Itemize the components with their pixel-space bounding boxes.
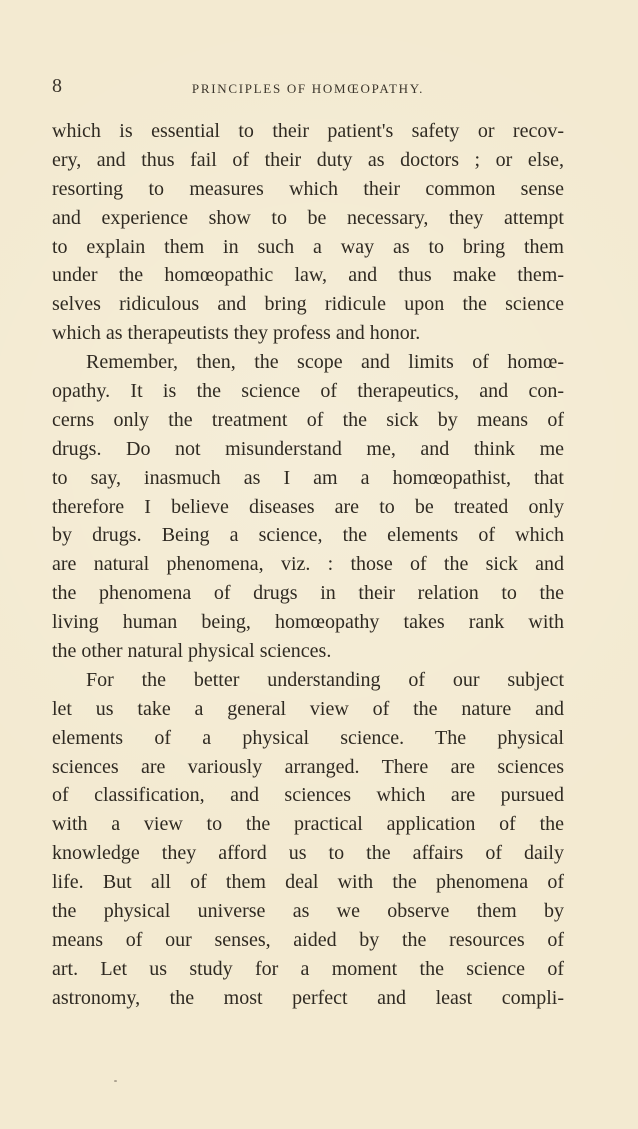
paragraph-start-line: For the better understanding of our subject xyxy=(86,668,564,691)
text-line: with a view to the practical application of the xyxy=(52,813,564,836)
text-line: to say, inasmuch as I am a homœopathist, that xyxy=(52,466,564,489)
text-line: the phenomena of drugs in their relation to the xyxy=(52,582,564,605)
text-line: therefore I believe diseases are to be treated only xyxy=(52,495,564,518)
text-line: living human being, homœopathy takes rank with xyxy=(52,611,564,634)
paragraph-start-line: Remember, then, the scope and limits of homœ- xyxy=(86,351,564,374)
running-title: PRINCIPLES OF HOMŒOPATHY. xyxy=(191,81,425,96)
text-line: by drugs. Being a science, the elements of which xyxy=(52,524,564,547)
text-line: which is essential to their patient's safety or recov- xyxy=(52,120,564,142)
page-header xyxy=(52,77,564,101)
text-line: opathy. It is the science of therapeutics, and con- xyxy=(52,380,564,403)
text-line: astronomy, the most perfect and least compli- xyxy=(52,986,564,1009)
text-line: cerns only the treatment of the sick by means of xyxy=(52,408,564,431)
text-line: selves ridiculous and bring ridicule upon the science xyxy=(52,293,564,316)
text-line: and experience show to be necessary, they attempt xyxy=(52,206,564,229)
text-line: under the homœopathic law, and thus make them- xyxy=(52,264,564,287)
text-line: are natural phenomena, viz. : those of the sick and xyxy=(52,553,564,576)
text-line: elements of a physical science. The physical xyxy=(52,726,564,749)
text-line: drugs. Do not misunderstand me, and think me xyxy=(52,437,564,460)
text-line: art. Let us study for a moment the science of xyxy=(52,957,564,980)
text-line: means of our senses, aided by the resources of xyxy=(52,928,564,951)
text-line: the physical universe as we observe them by xyxy=(52,900,564,923)
text-line: resorting to measures which their common sense xyxy=(52,177,564,200)
text-line: of classification, and sciences which are pursued xyxy=(52,784,564,807)
text-line: let us take a general view of the nature and xyxy=(52,697,564,720)
text-line: sciences are variously arranged. There are sciences xyxy=(52,755,564,778)
text-line: life. But all of them deal with the phenomena of xyxy=(52,871,564,894)
paper-speck xyxy=(114,1080,117,1082)
text-line: to explain them in such a way as to bring them xyxy=(52,235,564,258)
text-line: knowledge they afford us to the affairs of daily xyxy=(52,842,564,865)
paragraph-end-line: which as therapeutists they profess and honor. xyxy=(52,322,421,345)
page-number: 8 xyxy=(52,75,62,97)
body-text xyxy=(52,117,564,1013)
text-line: ery, and thus fail of their duty as doctors ; or else, xyxy=(52,148,564,171)
paragraph-end-line: the other natural physical sciences. xyxy=(52,640,332,663)
